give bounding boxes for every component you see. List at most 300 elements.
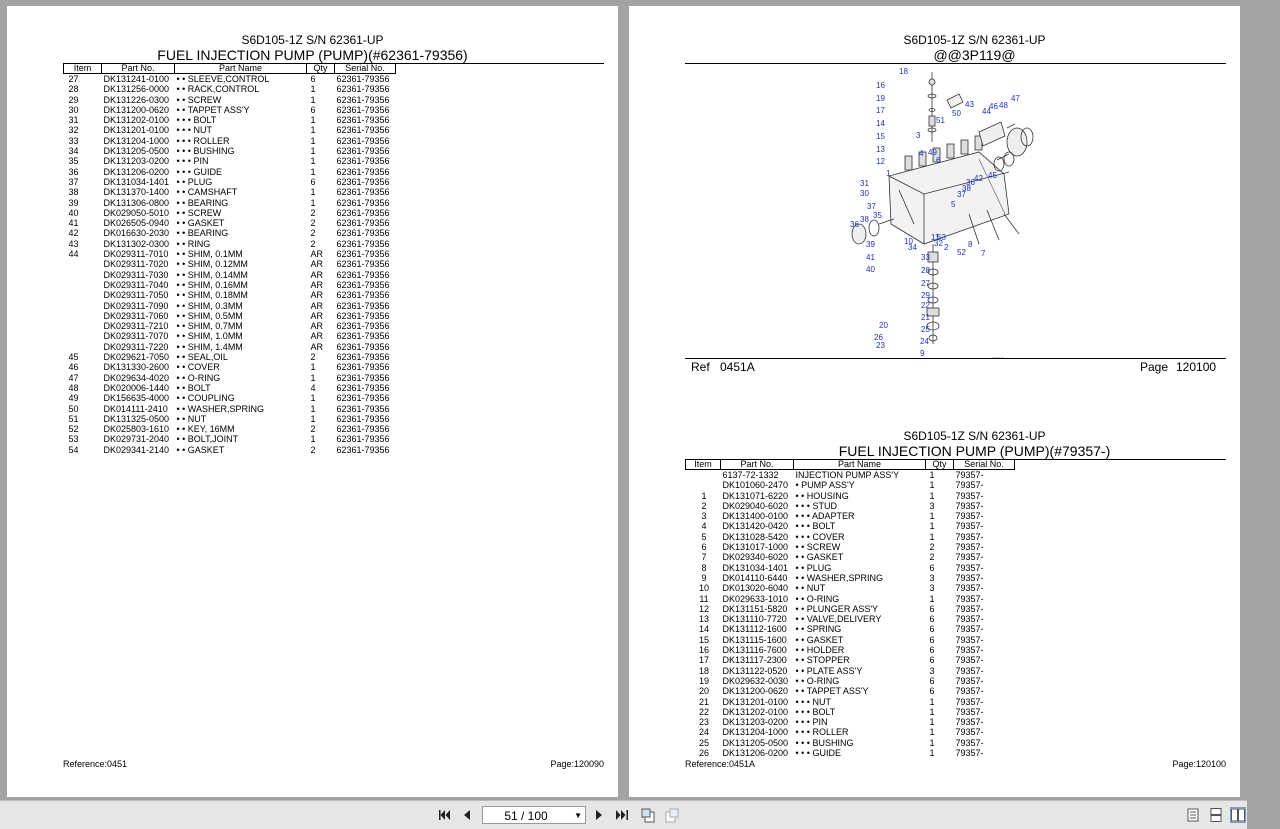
item-number: 41 bbox=[68, 218, 79, 229]
callout-number: 53 bbox=[937, 233, 946, 242]
callout-number: 37 bbox=[957, 190, 966, 199]
left-parts-table bbox=[63, 64, 396, 455]
part-name: • • TAPPET ASS'Y bbox=[176, 104, 250, 115]
serial-number: 62361-79356 bbox=[336, 393, 390, 404]
item-number bbox=[64, 321, 102, 331]
part-name: • • RING bbox=[176, 238, 211, 249]
table-row bbox=[686, 624, 1015, 634]
part-number: DK131256-0000 bbox=[103, 84, 170, 95]
table-row bbox=[64, 445, 396, 455]
item-number: 10 bbox=[698, 583, 709, 594]
serial-number: 62361-79356 bbox=[336, 218, 390, 229]
quantity: 1 bbox=[310, 393, 316, 404]
item-number: 32 bbox=[68, 125, 79, 136]
callout-number: 40 bbox=[866, 265, 875, 274]
callout-number: 20 bbox=[879, 321, 888, 330]
item-number: 44 bbox=[68, 249, 79, 260]
part-number: DK131034-1401 bbox=[722, 562, 789, 573]
quantity: 1 bbox=[310, 146, 316, 157]
quantity: 6 bbox=[929, 645, 935, 656]
table-row bbox=[64, 218, 396, 228]
serial-number: 62361-79356 bbox=[336, 84, 390, 95]
quantity: 1 bbox=[929, 470, 935, 480]
item-number: 15 bbox=[698, 634, 709, 645]
table-row bbox=[64, 270, 396, 280]
callout-number: 43 bbox=[965, 100, 974, 109]
item-number: 20 bbox=[698, 686, 709, 697]
part-name: • • SHIM, 0.7MM bbox=[176, 321, 243, 332]
part-number: DK029634-4020 bbox=[103, 372, 170, 383]
part-name: • • • COVER bbox=[795, 531, 845, 542]
exploded-view-illustration bbox=[829, 64, 1029, 360]
single-page-view-icon[interactable] bbox=[1186, 808, 1200, 822]
left-section-title: FUEL INJECTION PUMP (PUMP)(#62361-79356) bbox=[157, 47, 468, 63]
part-number: DK101060-2470 bbox=[722, 480, 789, 491]
item-number: 5 bbox=[701, 531, 707, 542]
table-row bbox=[686, 491, 1015, 501]
serial-number: 79357- bbox=[955, 521, 984, 532]
callout-number: 19 bbox=[876, 94, 885, 103]
item-number: 6 bbox=[701, 542, 707, 553]
quantity: 1 bbox=[929, 480, 935, 491]
serial-number: 62361-79356 bbox=[336, 310, 390, 321]
part-name: • • WASHER,SPRING bbox=[795, 572, 883, 583]
part-number: DK131200-0620 bbox=[722, 686, 789, 697]
item-number: 13 bbox=[698, 614, 709, 625]
part-name: • • NUT bbox=[176, 413, 207, 424]
quantity: AR bbox=[310, 321, 324, 332]
callout-number: 5 bbox=[951, 200, 956, 209]
quantity: 6 bbox=[929, 614, 935, 625]
table-row bbox=[64, 311, 396, 321]
part-number: DK029311-7020 bbox=[103, 259, 169, 270]
part-name: • • SHIM, 0.14MM bbox=[176, 269, 248, 280]
item-number: 21 bbox=[698, 696, 709, 707]
serial-number: 62361-79356 bbox=[336, 424, 390, 435]
quantity: 2 bbox=[929, 542, 935, 553]
part-number: DK131400-0100 bbox=[722, 511, 789, 522]
part-name: • • CAMSHAFT bbox=[176, 187, 238, 198]
quantity: 2 bbox=[310, 238, 316, 249]
callout-number: 49 bbox=[928, 148, 937, 157]
part-number: DK020006-1440 bbox=[103, 382, 170, 393]
left-page bbox=[7, 6, 618, 797]
callout-number: 3 bbox=[916, 131, 921, 140]
part-number: DK029311-7030 bbox=[103, 269, 169, 280]
table-row bbox=[686, 707, 1015, 717]
serial-number: 62361-79356 bbox=[336, 269, 390, 280]
item-number bbox=[64, 280, 102, 290]
table-row bbox=[686, 501, 1015, 511]
part-name: • • O-RING bbox=[795, 593, 840, 604]
part-number: DK029311-7060 bbox=[103, 310, 169, 321]
part-name: • • VALVE,DELIVERY bbox=[795, 614, 882, 625]
table-row bbox=[64, 208, 396, 218]
item-number: 45 bbox=[68, 352, 79, 363]
part-number: DK131420-0420 bbox=[722, 521, 789, 532]
quantity: 3 bbox=[929, 572, 935, 583]
item-number: 34 bbox=[68, 146, 79, 157]
serial-number: 62361-79356 bbox=[336, 403, 390, 414]
quantity: 2 bbox=[310, 444, 316, 455]
part-number: DK029311-7010 bbox=[103, 249, 169, 260]
go-back-view-icon[interactable] bbox=[640, 808, 656, 822]
left-footer-reference: Reference:0451 bbox=[63, 759, 128, 769]
part-number: DK131115-1600 bbox=[722, 634, 787, 645]
item-number: 29 bbox=[68, 94, 79, 105]
quantity: 1 bbox=[310, 156, 316, 167]
part-number: DK131203-0200 bbox=[722, 717, 789, 728]
part-number: DK029341-2140 bbox=[103, 444, 170, 455]
part-number: DK016630-2030 bbox=[103, 228, 170, 239]
page-number-select[interactable] bbox=[482, 806, 586, 824]
serial-number: 79357- bbox=[955, 572, 984, 583]
table-row bbox=[64, 136, 396, 146]
item-number: 39 bbox=[68, 197, 79, 208]
part-number: DK131017-1000 bbox=[722, 542, 789, 553]
last-page-icon[interactable] bbox=[614, 808, 630, 822]
part-number: DK131330-2600 bbox=[103, 362, 170, 373]
continuous-view-icon[interactable] bbox=[1209, 808, 1223, 822]
table-row bbox=[64, 424, 396, 434]
quantity: 4 bbox=[310, 382, 316, 393]
part-number: DK131116-7600 bbox=[722, 645, 787, 656]
callout-number: 36 bbox=[966, 178, 975, 187]
callout-number: 50 bbox=[952, 109, 961, 118]
quantity: 1 bbox=[929, 490, 935, 501]
item-number: 23 bbox=[698, 717, 709, 728]
serial-number: 62361-79356 bbox=[336, 166, 390, 177]
item-number: 50 bbox=[68, 403, 79, 414]
callout-number: 41 bbox=[866, 253, 875, 262]
part-name: • • WASHER,SPRING bbox=[176, 403, 264, 414]
item-number: 30 bbox=[68, 104, 79, 115]
serial-number: 62361-79356 bbox=[336, 197, 390, 208]
table-row bbox=[64, 280, 396, 290]
table-row bbox=[686, 532, 1015, 542]
table-header-row bbox=[686, 460, 1015, 470]
part-name: • • • BOLT bbox=[795, 706, 836, 717]
chevron-down-icon: ▼ bbox=[574, 811, 582, 820]
column-header: Part Name bbox=[794, 460, 926, 470]
callout-number: 31 bbox=[860, 179, 869, 188]
part-name: • • SHIM, 0.1MM bbox=[176, 249, 243, 260]
column-header: Part Name bbox=[175, 64, 307, 74]
callout-number: 36 bbox=[850, 220, 859, 229]
quantity: 1 bbox=[310, 84, 316, 95]
serial-number: 79357- bbox=[955, 583, 984, 594]
quantity: AR bbox=[310, 300, 324, 311]
part-name: • • • PIN bbox=[795, 717, 828, 728]
part-name: • • GASKET bbox=[176, 444, 225, 455]
serial-number: 62361-79356 bbox=[336, 238, 390, 249]
table-row bbox=[686, 604, 1015, 614]
serial-number: 62361-79356 bbox=[336, 413, 390, 424]
part-name: • • SEAL,OIL bbox=[176, 352, 228, 363]
part-name: • • SLEEVE,CONTROL bbox=[176, 74, 270, 84]
part-name: • • COVER bbox=[176, 362, 220, 373]
serial-number: 79357- bbox=[955, 748, 984, 759]
callout-number: 14 bbox=[876, 119, 885, 128]
part-name: • • PLATE ASS'Y bbox=[795, 665, 863, 676]
table-row bbox=[686, 614, 1015, 624]
table-row bbox=[686, 583, 1015, 593]
quantity: AR bbox=[310, 269, 324, 280]
callout-number: 48 bbox=[999, 101, 1008, 110]
callout-number: 15 bbox=[876, 132, 885, 141]
serial-number: 79357- bbox=[955, 614, 984, 625]
table-row bbox=[64, 156, 396, 166]
part-number: DK014111-2410 bbox=[103, 403, 168, 414]
quantity: AR bbox=[310, 310, 324, 321]
part-number: DK131325-0500 bbox=[103, 413, 170, 424]
item-number: 27 bbox=[68, 74, 79, 84]
item-number: 8 bbox=[701, 562, 707, 573]
column-header: Qty bbox=[307, 64, 335, 74]
callout-number: 17 bbox=[876, 106, 885, 115]
part-name: • • SHIM, 0.3MM bbox=[176, 300, 243, 311]
serial-number: 79357- bbox=[955, 675, 984, 686]
part-name: • • • BUSHING bbox=[176, 146, 235, 157]
quantity: 6 bbox=[929, 655, 935, 666]
item-number bbox=[64, 342, 102, 352]
right-model-title-2: S6D105-1Z S/N 62361-UP bbox=[903, 429, 1046, 443]
part-number: DK029311-7220 bbox=[103, 341, 169, 352]
table-row bbox=[686, 748, 1015, 758]
part-name: • • • BUSHING bbox=[795, 737, 854, 748]
callout-number: 16 bbox=[876, 81, 885, 90]
part-number: DK131205-0500 bbox=[722, 737, 789, 748]
right-parts-table bbox=[685, 460, 1015, 758]
serial-number: 79357- bbox=[955, 480, 984, 491]
table-row bbox=[64, 115, 396, 125]
callout-number: 42 bbox=[974, 174, 983, 183]
serial-number: 62361-79356 bbox=[336, 290, 390, 301]
part-number: DK131204-1000 bbox=[722, 727, 789, 738]
table-row bbox=[686, 511, 1015, 521]
item-number bbox=[64, 259, 102, 269]
item-number: 43 bbox=[68, 238, 79, 249]
part-name: • • PLUNGER ASS'Y bbox=[795, 603, 879, 614]
callout-number: 22 bbox=[921, 301, 930, 310]
quantity: 1 bbox=[929, 696, 935, 707]
serial-number: 62361-79356 bbox=[336, 125, 390, 136]
callout-number: 13 bbox=[876, 145, 885, 154]
callout-number: 2 bbox=[944, 243, 949, 252]
table-row bbox=[64, 434, 396, 444]
table-row bbox=[64, 249, 396, 259]
item-number: 24 bbox=[698, 727, 709, 738]
item-number bbox=[686, 480, 721, 490]
item-number: 17 bbox=[698, 655, 709, 666]
item-number: 19 bbox=[698, 675, 709, 686]
callout-number: 51 bbox=[936, 116, 945, 125]
part-number: DK131202-0100 bbox=[103, 115, 170, 126]
quantity: 1 bbox=[929, 531, 935, 542]
part-name: • • • GUIDE bbox=[795, 748, 841, 759]
quantity: 2 bbox=[310, 352, 316, 363]
column-header: Part No. bbox=[721, 460, 794, 470]
right-section-title: FUEL INJECTION PUMP (PUMP)(#79357-) bbox=[838, 443, 1111, 459]
table-row bbox=[64, 393, 396, 403]
part-name: • • • ROLLER bbox=[176, 135, 230, 146]
item-number bbox=[64, 301, 102, 311]
quantity: 1 bbox=[929, 521, 935, 532]
part-name: • • BEARING bbox=[176, 228, 229, 239]
quantity: AR bbox=[310, 279, 324, 290]
callout-number: 29 bbox=[921, 291, 930, 300]
table-row bbox=[686, 563, 1015, 573]
ref-label: Ref bbox=[691, 360, 710, 374]
serial-number: 62361-79356 bbox=[336, 146, 390, 157]
callout-number: 27 bbox=[921, 279, 930, 288]
quantity: 6 bbox=[310, 74, 316, 84]
item-number bbox=[64, 331, 102, 341]
quantity: 6 bbox=[929, 603, 935, 614]
serial-number: 79357- bbox=[955, 470, 984, 480]
ref-value: 0451A bbox=[720, 360, 755, 374]
table-row bbox=[686, 635, 1015, 645]
part-number: DK029632-0030 bbox=[722, 675, 789, 686]
serial-number: 62361-79356 bbox=[336, 135, 390, 146]
quantity: 1 bbox=[310, 362, 316, 373]
callout-number: 4 bbox=[919, 149, 924, 158]
quantity: 1 bbox=[310, 94, 316, 105]
serial-number: 62361-79356 bbox=[336, 352, 390, 363]
go-forward-view-icon[interactable] bbox=[664, 808, 680, 822]
column-header: Serial No. bbox=[335, 64, 396, 74]
item-number: 22 bbox=[698, 706, 709, 717]
quantity: 2 bbox=[310, 424, 316, 435]
quantity: 2 bbox=[310, 228, 316, 239]
part-number: DK029050-5010 bbox=[103, 207, 170, 218]
column-header: Qty bbox=[926, 460, 954, 470]
serial-number: 79357- bbox=[955, 645, 984, 656]
callout-number: 18 bbox=[899, 67, 908, 76]
item-number: 11 bbox=[699, 593, 709, 604]
quantity: AR bbox=[310, 331, 324, 342]
table-header-row bbox=[64, 64, 396, 74]
serial-number: 79357- bbox=[955, 552, 984, 563]
part-number: DK131226-0300 bbox=[103, 94, 170, 105]
callout-number: 9 bbox=[920, 349, 925, 358]
callout-number: 21 bbox=[921, 313, 930, 322]
item-number: 31 bbox=[68, 115, 79, 126]
part-number: DK029633-1010 bbox=[722, 593, 789, 604]
quantity: 1 bbox=[929, 727, 935, 738]
table-row bbox=[64, 187, 396, 197]
quantity: AR bbox=[310, 290, 324, 301]
callout-number: 37 bbox=[867, 202, 876, 211]
table-row bbox=[686, 717, 1015, 727]
item-number bbox=[64, 290, 102, 300]
part-name: • • SHIM, 0.18MM bbox=[176, 290, 248, 301]
part-name: • • • NUT bbox=[176, 125, 212, 136]
serial-number: 79357- bbox=[955, 634, 984, 645]
prev-page-icon[interactable] bbox=[460, 808, 474, 822]
table-row bbox=[64, 352, 396, 362]
part-number: DK131370-1400 bbox=[103, 187, 170, 198]
table-row bbox=[686, 676, 1015, 686]
quantity: 1 bbox=[310, 434, 316, 445]
part-name: • • SCREW bbox=[176, 94, 222, 105]
part-number: DK156635-4000 bbox=[103, 393, 170, 404]
item-number: 36 bbox=[68, 166, 79, 177]
callout-number: 39 bbox=[866, 240, 875, 249]
quantity: 1 bbox=[310, 166, 316, 177]
part-number: DK014110-6440 bbox=[722, 572, 788, 583]
part-name: • • PLUG bbox=[176, 176, 213, 187]
serial-number: 62361-79356 bbox=[336, 259, 390, 270]
part-number: DK029311-7090 bbox=[103, 300, 169, 311]
callout-number: 1 bbox=[886, 169, 891, 178]
serial-number: 79357- bbox=[955, 624, 984, 635]
part-name: • • • NUT bbox=[795, 696, 831, 707]
serial-number: 79357- bbox=[955, 717, 984, 728]
table-row bbox=[686, 697, 1015, 707]
serial-number: 79357- bbox=[955, 696, 984, 707]
part-number: DK131302-0300 bbox=[103, 238, 170, 249]
callout-number: 38 bbox=[962, 184, 971, 193]
item-number: 2 bbox=[701, 500, 707, 511]
table-row bbox=[686, 645, 1015, 655]
part-name: • • BEARING bbox=[176, 197, 229, 208]
table-row bbox=[64, 404, 396, 414]
two-page-view-icon[interactable] bbox=[1231, 808, 1245, 822]
first-page-icon[interactable] bbox=[438, 808, 452, 822]
table-row bbox=[64, 239, 396, 249]
serial-number: 79357- bbox=[955, 686, 984, 697]
table-row bbox=[64, 146, 396, 156]
next-page-icon[interactable] bbox=[592, 808, 606, 822]
illustration-title: @@3P119@ bbox=[933, 47, 1016, 63]
table-row bbox=[64, 414, 396, 424]
part-name: • • • GUIDE bbox=[176, 166, 222, 177]
item-number: 3 bbox=[701, 511, 707, 522]
table-row bbox=[686, 480, 1015, 490]
quantity: AR bbox=[310, 259, 324, 270]
part-name: INJECTION PUMP ASS'Y bbox=[795, 470, 900, 480]
callout-number: 25 bbox=[921, 325, 930, 334]
part-name: • • PLUG bbox=[795, 562, 832, 573]
serial-number: 79357- bbox=[955, 706, 984, 717]
item-number: 33 bbox=[68, 135, 79, 146]
part-name: • • SPRING bbox=[795, 624, 842, 635]
callout-number: 52 bbox=[957, 248, 966, 257]
serial-number: 62361-79356 bbox=[336, 434, 390, 445]
item-number: 40 bbox=[68, 207, 79, 218]
left-model-title: S6D105-1Z S/N 62361-UP bbox=[241, 33, 384, 47]
serial-number: 62361-79356 bbox=[336, 207, 390, 218]
callout-number: 7 bbox=[981, 249, 986, 258]
part-number: DK131117-2300 bbox=[722, 655, 787, 666]
part-number: DK029311-7070 bbox=[103, 331, 169, 342]
part-name: • • • ADAPTER bbox=[795, 511, 855, 522]
part-number: DK131205-0500 bbox=[103, 146, 170, 157]
part-name: • • BOLT bbox=[176, 382, 211, 393]
callout-number: 30 bbox=[860, 189, 869, 198]
item-number: 38 bbox=[68, 187, 79, 198]
quantity: 6 bbox=[929, 624, 935, 635]
column-header: Serial No. bbox=[954, 460, 1015, 470]
quantity: 1 bbox=[929, 511, 935, 522]
item-number: 7 bbox=[701, 552, 707, 563]
serial-number: 79357- bbox=[955, 511, 984, 522]
part-number: DK131241-0100 bbox=[103, 74, 170, 84]
part-name: • • COUPLING bbox=[176, 393, 235, 404]
item-number: 4 bbox=[701, 521, 707, 532]
part-number: DK029311-7050 bbox=[103, 290, 169, 301]
